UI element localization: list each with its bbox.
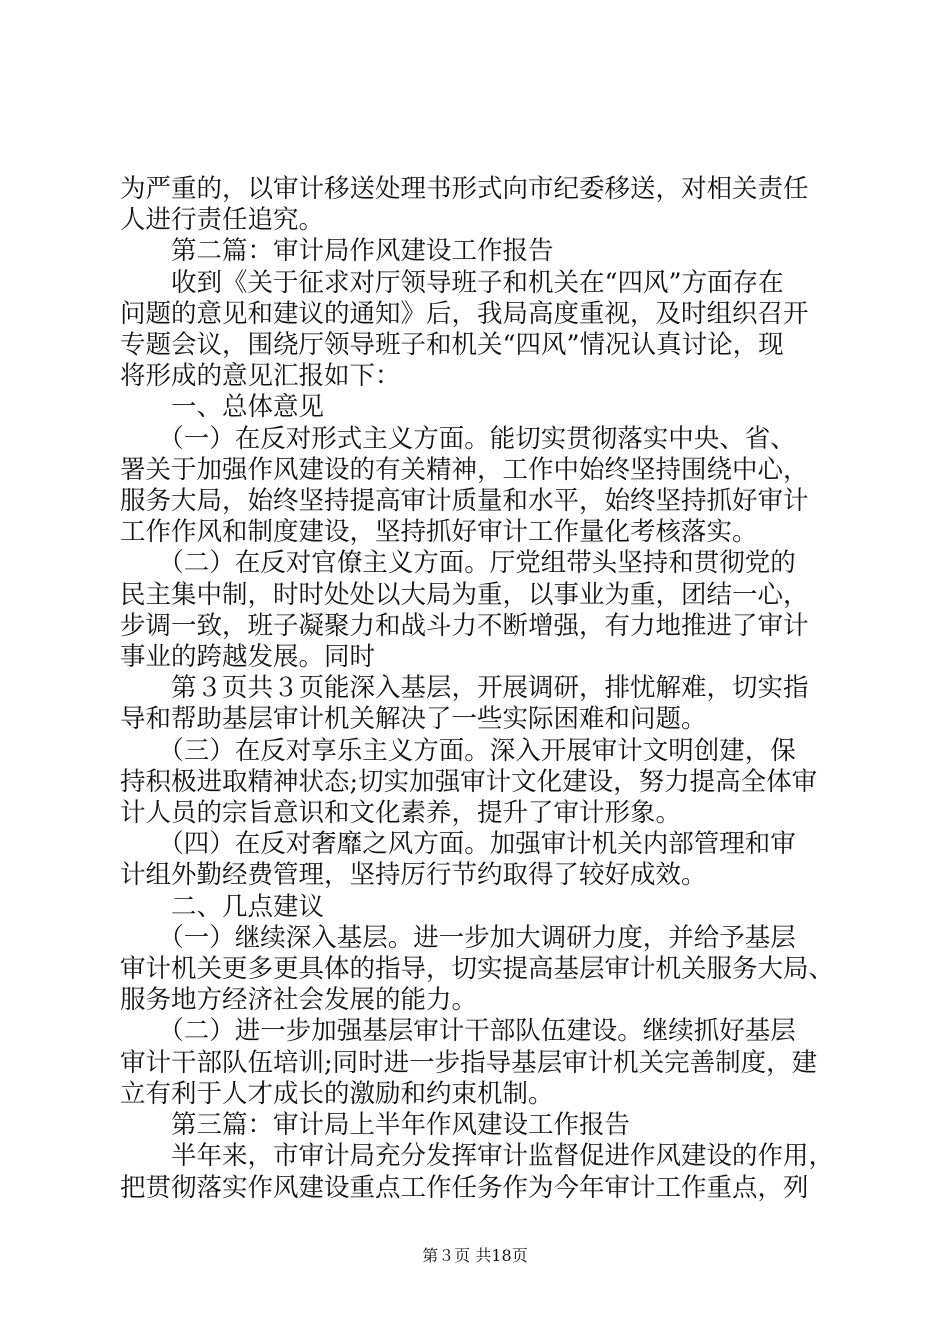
text-line: （二）进一步加强基层审计干部队伍建设。继续抓好基层 [120, 1016, 796, 1047]
text-line: 计组外勤经费管理，坚持厉行节约取得了较好成效。 [120, 860, 707, 891]
text-line: 专题会议，围绕厅领导班子和机关“四风”情况认真讨论，现 [120, 330, 784, 361]
text-line: 步调一致，班子凝聚力和战斗力不断增强，有力地推进了审计 [120, 610, 809, 641]
text-line: 人进行责任追究。 [120, 205, 325, 236]
text-line: （一）在反对形式主义方面。能切实贯彻落实中央、省、 [120, 423, 796, 454]
text-line: 服务地方经济社会发展的能力。 [120, 985, 478, 1016]
text-line: 导和帮助基层审计机关解决了一些实际困难和问题。 [120, 704, 707, 735]
text-line: 工作作风和制度建设，坚持抓好审计工作量化考核落实。 [120, 517, 758, 548]
text-line: 立有利于人才成长的激励和约束机制。 [120, 1078, 554, 1109]
text-line: 计人员的宗旨意识和文化素养，提升了审计形象。 [120, 798, 682, 829]
text-line: 持积极进取精神状态;切实加强审计文化建设，努力提高全体审 [120, 766, 818, 797]
text-line: 半年来，市审计局充分发挥审计监督促进作风建设的作用， [120, 1141, 835, 1172]
page-footer: 第３页 共18页 [422, 1246, 528, 1265]
subsection-heading: 一、总体意见 [120, 392, 325, 423]
text-line: 审计机关更多更具体的指导，切实提高基层审计机关服务大局、 [120, 954, 835, 985]
text-line: （二）在反对官僚主义方面。厅党组带头坚持和贯彻党的 [120, 548, 796, 579]
text-line: 将形成的意见汇报如下： [120, 361, 401, 392]
text-line: （三）在反对享乐主义方面。深入开展审计文明创建，保 [120, 735, 796, 766]
text-line: 为严重的，以审计移送处理书形式向市纪委移送，对相关责任 [120, 174, 809, 204]
subsection-heading: 二、几点建议 [120, 891, 325, 922]
text-line: 民主集中制，时时处处以大局为重，以事业为重，团结一心， [120, 579, 809, 610]
text-line: 第３页共３页能深入基层，开展调研，排忧解难，切实指 [120, 673, 809, 704]
document-body [120, 174, 840, 1204]
section-heading: 第二篇：审计局作风建设工作报告 [120, 236, 554, 267]
text-line: 收到《关于征求对厅领导班子和机关在“四风”方面存在 [120, 267, 784, 298]
text-line: 问题的意见和建议的通知》后，我局高度重视，及时组织召开 [120, 298, 809, 329]
text-line: 署关于加强作风建设的有关精神，工作中始终坚持围绕中心， [120, 454, 809, 485]
text-line: 事业的跨越发展。同时 [120, 642, 376, 673]
text-line: （一）继续深入基层。进一步加大调研力度，并给予基层 [120, 922, 796, 953]
text-line: 审计干部队伍培训;同时进一步指导基层审计机关完善制度，建 [120, 1047, 818, 1078]
section-heading: 第三篇：审计局上半年作风建设工作报告 [120, 1110, 631, 1141]
text-line: 把贯彻落实作风建设重点工作任务作为今年审计工作重点，列 [120, 1172, 809, 1203]
text-line: 服务大局，始终坚持提高审计质量和水平，始终坚持抓好审计 [120, 486, 809, 517]
text-line: （四）在反对奢靡之风方面。加强审计机关内部管理和审 [120, 829, 796, 860]
